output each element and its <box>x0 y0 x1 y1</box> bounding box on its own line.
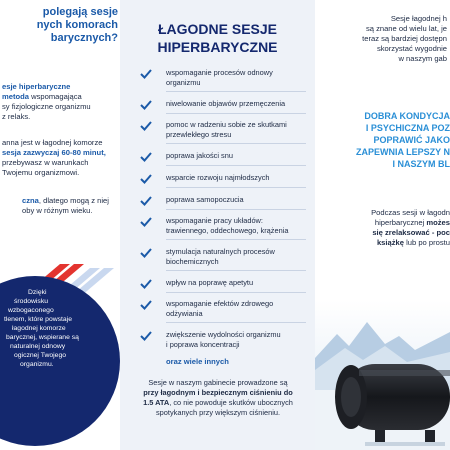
benefit-text-line: poprawa samopoczucia <box>166 195 244 204</box>
left-paragraph-1 <box>2 82 91 122</box>
benefit-text-line: niwelowanie objawów przemęczenia <box>166 99 286 108</box>
check-icon <box>140 247 152 259</box>
divider <box>166 165 306 166</box>
text: oby w różnym wieku. <box>22 206 93 215</box>
left-paragraph-2 <box>2 138 106 178</box>
highlight-line: POPRAWIĆ JAKO <box>373 135 450 145</box>
check-icon <box>140 120 152 132</box>
benefit-text-line: biochemicznych <box>166 256 219 266</box>
text: Sesje w naszym gabinecie prowadzone są <box>148 378 288 387</box>
intro-text <box>315 14 447 64</box>
text: anna jest w łagodnej komorze <box>2 138 103 147</box>
check-icon <box>140 99 152 111</box>
circle-line: tlenem, które powstaje <box>4 316 73 323</box>
circle-line: wzbogaconego <box>8 307 54 314</box>
text-bold: metoda <box>2 92 30 101</box>
text: , dlatego mogą z niej <box>38 196 109 205</box>
benefit-text-line: stymulacja naturalnych procesów <box>166 247 275 256</box>
left-title-line: polegają sesje <box>42 6 118 18</box>
divider <box>166 187 306 188</box>
left-title <box>0 6 118 45</box>
intro-line: Sesje łagodnej h <box>390 14 447 23</box>
text: spotykanych przy większym ciśnieniu. <box>155 408 281 417</box>
text: z relaks. <box>2 112 31 121</box>
circle-line: barycznej, wspierane są <box>6 334 79 341</box>
text-bold: się zrelaksować - poc <box>372 228 450 237</box>
divider <box>166 209 306 210</box>
text-bold: przy łagodnym i bezpiecznym ciśnieniu do <box>143 388 293 397</box>
benefit-text-line: wspomaganie pracy układów: <box>166 216 263 225</box>
intro-line: są znane od wielu lat, je <box>365 24 447 33</box>
hyperbaric-chamber-photo <box>315 300 450 450</box>
left-panel <box>0 0 120 450</box>
left-paragraph-3 <box>22 196 109 216</box>
check-icon <box>140 173 152 185</box>
check-icon <box>140 278 152 290</box>
divider <box>166 91 306 92</box>
circle-line: ogicznej Twojego <box>14 352 67 359</box>
highlight-line: ZAPEWNIA LEPSZY N <box>355 147 450 157</box>
right-panel <box>315 0 450 450</box>
highlight-line: I NASZYM BL <box>392 159 450 169</box>
text-bold: możes <box>426 218 450 227</box>
divider <box>166 239 306 240</box>
check-icon <box>140 195 152 207</box>
check-icon <box>140 151 152 163</box>
text: hiperbarycznej <box>374 218 427 227</box>
text: lub po prostu <box>403 238 450 247</box>
highlight-line: I PSYCHICZNA POZ <box>365 123 450 133</box>
pressure-note <box>132 378 304 418</box>
check-icon <box>140 330 152 342</box>
intro-line: skorzystać wygodnie <box>376 44 447 53</box>
session-text <box>315 208 450 248</box>
text: Podczas sesji w łagodn <box>371 208 450 217</box>
circle-line: organizmu. <box>20 361 54 368</box>
benefit-text-line: przewlekłego stresu <box>166 129 232 139</box>
check-icon <box>140 299 152 311</box>
divider <box>166 270 306 271</box>
check-icon <box>140 68 152 80</box>
intro-line: w naszym gab <box>398 54 447 63</box>
text: , co nie powoduje skutków ubocznych <box>169 398 293 407</box>
left-title-line: barycznych? <box>50 32 118 44</box>
circle-line: łagodnej komorze <box>12 325 66 332</box>
more-benefits-label: oraz wiele innych <box>166 357 229 366</box>
text: Twojemu organizmowi. <box>2 168 80 177</box>
divider <box>166 292 306 293</box>
text: sy fizjologiczne organizmu <box>2 102 91 111</box>
benefit-text-line: wsparcie rozwoju najmłodszych <box>166 173 270 182</box>
divider <box>166 322 306 323</box>
benefit-text-line: wpływ na poprawę apetytu <box>166 278 254 287</box>
text-bold: sesja zazwyczaj 60-80 minut, <box>2 148 106 157</box>
section-title <box>120 20 315 56</box>
circle-line: naturalnej odnowy <box>10 343 66 350</box>
divider <box>166 143 306 144</box>
benefit-text-line: wspomaganie procesów odnowy <box>166 68 273 77</box>
text-bold: 1.5 ATA <box>143 398 170 407</box>
benefit-text-line: organizmu <box>166 77 201 87</box>
info-circle <box>0 276 120 446</box>
text-bold: esje hiperbaryczne <box>2 82 71 91</box>
check-icon <box>140 216 152 228</box>
benefit-text-line: poprawa jakości snu <box>166 151 233 160</box>
benefit-text-line: zwiększenie wydolności organizmu <box>166 330 281 339</box>
text: wspomagająca <box>29 92 82 101</box>
section-title-line: HIPERBARYCZNE <box>157 39 278 55</box>
benefit-text-line: wspomaganie efektów zdrowego <box>166 299 274 308</box>
benefit-text-line: pomoc w radzeniu sobie ze skutkami <box>166 120 287 129</box>
text: przebywasz w warunkach <box>2 158 89 167</box>
benefit-text-line: trawiennego, oddechowego, krążenia <box>166 225 289 235</box>
circle-line: środowisku <box>14 298 48 305</box>
highlight-text <box>315 110 450 170</box>
benefit-text-line: i poprawa koncentracji <box>166 339 240 349</box>
section-title-line: ŁAGODNE SESJE <box>157 21 278 37</box>
text-bold: czna <box>22 196 39 205</box>
text-bold: książkę <box>376 238 404 247</box>
highlight-line: DOBRA KONDYCJA <box>364 111 450 121</box>
left-title-line: nych komorach <box>36 19 118 31</box>
intro-line: teraz są bardziej dostępn <box>362 34 447 43</box>
circle-line: Dzięki <box>28 289 47 296</box>
middle-panel <box>120 0 315 450</box>
divider <box>166 113 306 114</box>
benefit-text-line: odżywiania <box>166 308 203 318</box>
